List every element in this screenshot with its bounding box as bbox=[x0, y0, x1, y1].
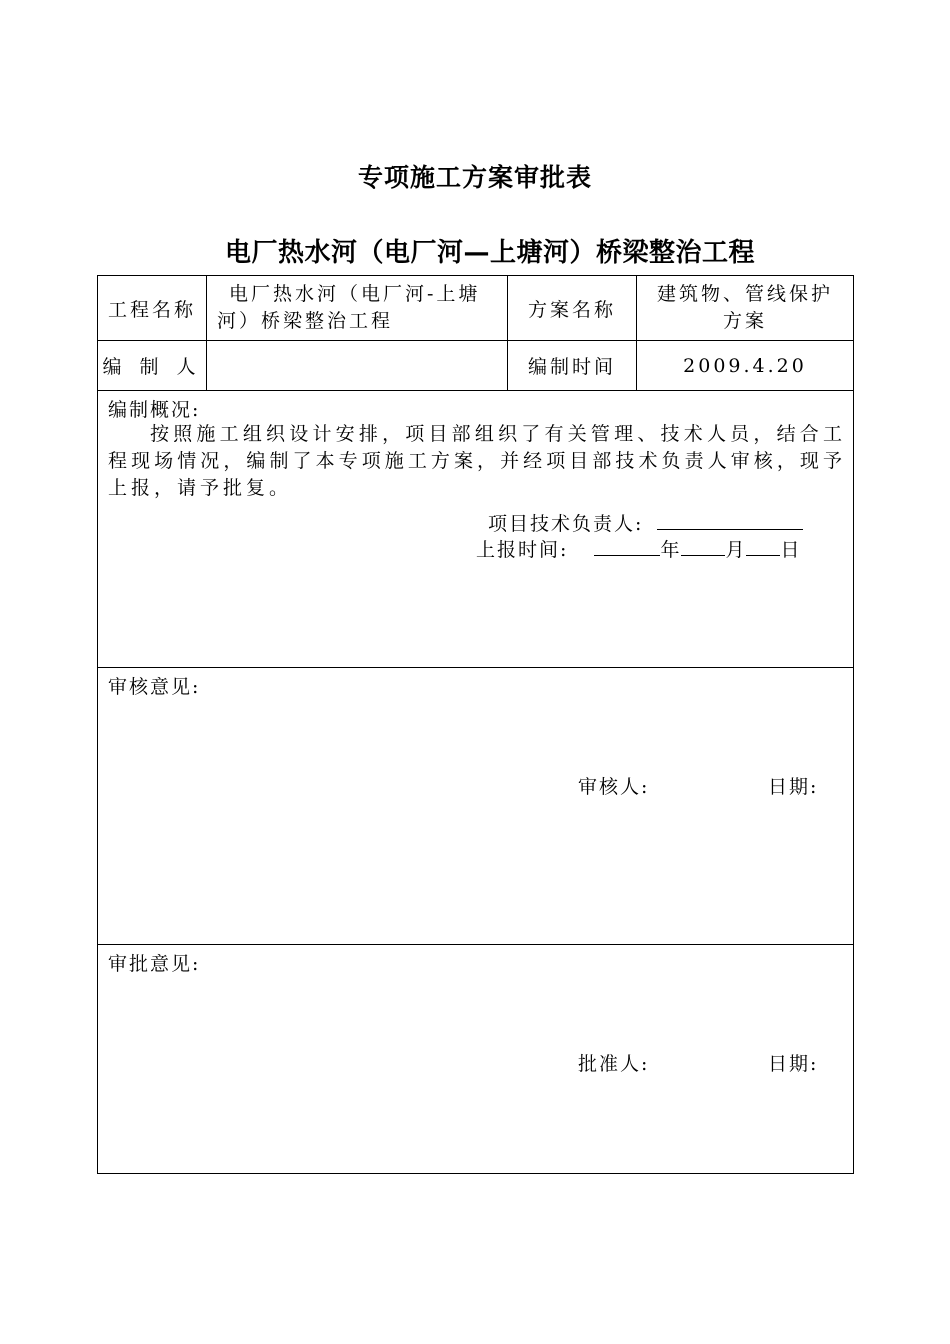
approver-label: 批准人: bbox=[578, 1053, 650, 1075]
report-time-label: 上报时间: bbox=[476, 539, 569, 561]
reviewer-label: 审核人: bbox=[578, 776, 650, 798]
summary-row bbox=[98, 391, 854, 668]
report-day-blank[interactable] bbox=[746, 537, 780, 556]
compiler-label bbox=[98, 341, 207, 391]
approval-section[interactable] bbox=[98, 945, 854, 1174]
summary-box bbox=[98, 391, 853, 667]
project-subtitle: 电厂热水河（电厂河—上塘河）桥梁整治工程 bbox=[224, 238, 755, 268]
plan-name-label: 方案名称 bbox=[508, 276, 637, 341]
approval-form-table bbox=[97, 275, 854, 1174]
compiler-row bbox=[98, 341, 854, 391]
project-row bbox=[98, 276, 854, 341]
project-name-label: 工程名称 bbox=[98, 276, 207, 341]
review-row bbox=[98, 668, 854, 945]
day-label: 日 bbox=[780, 539, 802, 561]
tech-lead-label: 项目技术负责人: bbox=[488, 513, 644, 535]
summary-text: 按照施工组织设计安排，项目部组织了有关管理、技术人员，结合工程现场情况，编制了本专项施工方案，并经项目部技术负责人审核，现予上报，请予批复。 bbox=[108, 423, 846, 499]
month-label: 月 bbox=[725, 539, 747, 561]
plan-name-text: 建筑物、管线保护方案 bbox=[656, 283, 833, 332]
plan-name-value[interactable] bbox=[637, 276, 854, 341]
review-section[interactable] bbox=[98, 668, 854, 945]
compiler-value[interactable] bbox=[207, 341, 508, 391]
compile-time-label: 编制时间 bbox=[508, 341, 637, 391]
approval-box bbox=[98, 945, 853, 1173]
approval-date-label: 日期: bbox=[768, 1053, 819, 1075]
report-year-blank[interactable] bbox=[594, 537, 660, 556]
compiler-label-text: 编 制 人 bbox=[102, 356, 202, 378]
summary-label: 编制概况: bbox=[108, 399, 201, 421]
summary-section[interactable] bbox=[98, 391, 854, 668]
project-name-value[interactable]: 电厂热水河（电厂河-上塘河）桥梁整治工程 bbox=[207, 276, 508, 341]
review-date-label: 日期: bbox=[768, 776, 819, 798]
approval-label: 审批意见: bbox=[108, 953, 201, 975]
report-time-line bbox=[476, 535, 802, 562]
compile-time-value[interactable]: 2009.4.20 bbox=[637, 341, 854, 391]
report-month-blank[interactable] bbox=[681, 537, 725, 556]
page-title: 专项施工方案审批表 bbox=[357, 163, 592, 192]
tech-lead-line bbox=[488, 509, 803, 536]
review-box bbox=[98, 668, 853, 944]
review-label: 审核意见: bbox=[108, 676, 201, 698]
tech-lead-signature-blank[interactable] bbox=[657, 511, 803, 530]
approval-row bbox=[98, 945, 854, 1174]
year-label: 年 bbox=[660, 539, 682, 561]
